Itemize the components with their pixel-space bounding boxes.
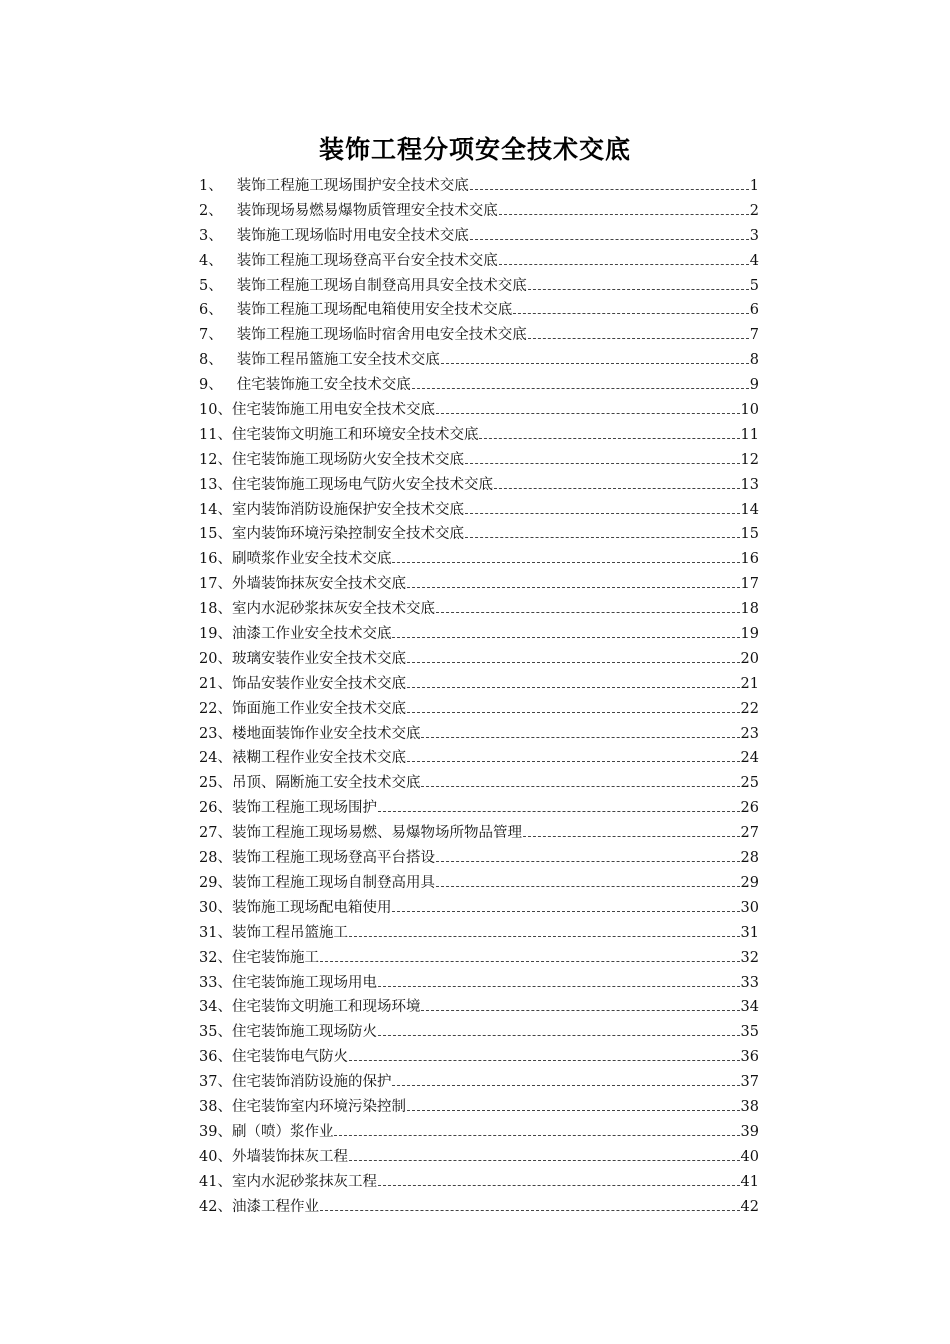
toc-entry-number: 15、 xyxy=(199,526,232,543)
toc-entry-title: 装饰工程吊篮施工 xyxy=(231,924,348,941)
toc-entry-number: 2、 xyxy=(199,202,223,219)
toc-entry-number: 9、 xyxy=(199,377,223,394)
toc-entry[interactable] xyxy=(199,448,759,473)
toc-dot-leader xyxy=(465,513,740,514)
toc-entry-number: 16、 xyxy=(199,551,232,568)
toc-entry[interactable] xyxy=(199,224,759,249)
toc-dot-leader xyxy=(378,811,740,812)
toc-entry[interactable] xyxy=(199,647,759,672)
toc-entry-number: 42、 xyxy=(199,1198,232,1215)
toc-entry[interactable] xyxy=(199,896,759,921)
toc-dot-leader xyxy=(349,1060,740,1061)
toc-entry-page-number: 42 xyxy=(740,1198,759,1215)
toc-entry-number: 20、 xyxy=(199,650,232,667)
toc-entry-page-number: 10 xyxy=(740,402,759,419)
toc-entry[interactable] xyxy=(199,771,759,796)
toc-entry-page-number: 3 xyxy=(749,227,759,244)
toc-entry-title: 玻璃安装作业安全技术交底 xyxy=(231,650,406,667)
toc-entry-number: 29、 xyxy=(199,874,232,891)
toc-entry-page-number: 19 xyxy=(740,626,759,643)
toc-dot-leader xyxy=(407,712,740,713)
toc-entry[interactable] xyxy=(199,1120,759,1145)
toc-entry-title: 刷喷浆作业安全技术交底 xyxy=(231,551,392,568)
toc-dot-leader xyxy=(470,239,749,240)
toc-entry-title: 外墙装饰抹灰工程 xyxy=(231,1148,348,1165)
toc-entry-title: 住宅装饰施工现场电气防火安全技术交底 xyxy=(231,476,493,493)
toc-entry-title: 装饰工程施工现场易燃、易爆物场所物品管理 xyxy=(231,825,522,842)
toc-entry-page-number: 1 xyxy=(749,178,759,194)
toc-entry[interactable] xyxy=(199,298,759,323)
toc-dot-leader xyxy=(465,463,740,464)
toc-dot-leader xyxy=(421,786,739,787)
toc-dot-leader xyxy=(392,562,739,563)
toc-entry-number: 27、 xyxy=(199,825,232,842)
toc-entry[interactable] xyxy=(199,373,759,398)
toc-entry-title: 住宅装饰施工 xyxy=(231,949,319,966)
toc-dot-leader xyxy=(470,189,749,190)
toc-entry-title: 住宅装饰施工安全技术交底 xyxy=(236,377,411,394)
toc-entry-title: 装饰工程施工现场围护安全技术交底 xyxy=(236,178,469,194)
toc-dot-leader xyxy=(320,961,740,962)
table-of-contents xyxy=(199,174,759,1219)
toc-entry-page-number: 21 xyxy=(740,675,759,692)
toc-entry-page-number: 37 xyxy=(740,1074,759,1091)
toc-entry-number: 4、 xyxy=(199,252,223,269)
toc-entry-number: 13、 xyxy=(199,476,232,493)
toc-entry[interactable] xyxy=(199,1170,759,1195)
toc-entry-title: 装饰工程施工现场临时宿舍用电安全技术交底 xyxy=(236,327,527,344)
toc-entry-title: 室内装饰环境污染控制安全技术交底 xyxy=(231,526,464,543)
toc-entry[interactable] xyxy=(199,274,759,299)
toc-entry-number: 5、 xyxy=(199,277,223,294)
toc-entry-page-number: 36 xyxy=(740,1049,759,1066)
toc-entry-number: 37、 xyxy=(199,1074,232,1091)
toc-dot-leader xyxy=(436,886,740,887)
toc-entry-title: 楼地面装饰作业安全技术交底 xyxy=(231,725,421,742)
toc-dot-leader xyxy=(392,1085,739,1086)
toc-entry-number: 28、 xyxy=(199,850,232,867)
toc-entry-page-number: 40 xyxy=(740,1148,759,1165)
toc-entry-page-number: 20 xyxy=(740,650,759,667)
toc-entry-number: 12、 xyxy=(199,451,232,468)
toc-dot-leader xyxy=(523,836,740,837)
toc-entry-page-number: 31 xyxy=(740,924,759,941)
toc-entry[interactable] xyxy=(199,622,759,647)
toc-entry-page-number: 34 xyxy=(740,999,759,1016)
toc-dot-leader xyxy=(436,413,740,414)
toc-entry[interactable] xyxy=(199,697,759,722)
toc-dot-leader xyxy=(513,313,749,314)
toc-entry-number: 32、 xyxy=(199,949,232,966)
toc-entry[interactable] xyxy=(199,473,759,498)
toc-entry[interactable] xyxy=(199,1195,759,1220)
toc-entry-title: 外墙装饰抹灰安全技术交底 xyxy=(231,576,406,593)
toc-entry[interactable] xyxy=(199,871,759,896)
toc-entry-title: 装饰现场易燃易爆物质管理安全技术交底 xyxy=(236,202,498,219)
toc-entry-number: 26、 xyxy=(199,800,232,817)
toc-entry-number: 38、 xyxy=(199,1098,232,1115)
toc-entry[interactable] xyxy=(199,846,759,871)
toc-entry-page-number: 25 xyxy=(740,775,759,792)
toc-entry[interactable] xyxy=(199,722,759,747)
toc-entry-title: 吊顶、隔断施工安全技术交底 xyxy=(231,775,421,792)
toc-entry-number: 19、 xyxy=(199,626,232,643)
toc-entry-title: 装饰施工现场临时用电安全技术交底 xyxy=(236,227,469,244)
toc-entry-number: 18、 xyxy=(199,601,232,618)
toc-dot-leader xyxy=(421,1010,739,1011)
toc-entry-page-number: 24 xyxy=(740,750,759,767)
toc-dot-leader xyxy=(392,637,739,638)
toc-entry-page-number: 9 xyxy=(749,377,759,394)
toc-entry-title: 油漆工作业安全技术交底 xyxy=(231,626,392,643)
toc-entry-number: 34、 xyxy=(199,999,232,1016)
toc-entry-page-number: 22 xyxy=(740,700,759,717)
toc-entry-title: 装饰工程施工现场围护 xyxy=(231,800,377,817)
toc-entry-page-number: 29 xyxy=(740,874,759,891)
toc-entry[interactable] xyxy=(199,1070,759,1095)
toc-dot-leader xyxy=(479,438,739,439)
toc-entry-number: 10、 xyxy=(199,402,232,419)
toc-entry-page-number: 28 xyxy=(740,850,759,867)
toc-entry-title: 住宅装饰施工现场用电 xyxy=(231,974,377,991)
toc-entry-title: 装饰工程施工现场自制登高用具安全技术交底 xyxy=(236,277,527,294)
toc-dot-leader xyxy=(407,687,740,688)
toc-entry[interactable] xyxy=(199,323,759,348)
toc-entry-title: 裱糊工程作业安全技术交底 xyxy=(231,750,406,767)
toc-entry-title: 住宅装饰文明施工和环境安全技术交底 xyxy=(231,426,479,443)
toc-entry-page-number: 32 xyxy=(740,949,759,966)
toc-entry-title: 住宅装饰室内环境污染控制 xyxy=(231,1098,406,1115)
toc-entry-page-number: 38 xyxy=(740,1098,759,1115)
toc-entry-page-number: 6 xyxy=(749,302,759,319)
toc-dot-leader xyxy=(528,289,749,290)
toc-entry-title: 饰面施工作业安全技术交底 xyxy=(231,700,406,717)
toc-entry-number: 31、 xyxy=(199,924,232,941)
toc-entry-number: 41、 xyxy=(199,1173,232,1190)
toc-entry[interactable] xyxy=(199,971,759,996)
toc-entry[interactable] xyxy=(199,995,759,1020)
toc-entry-number: 35、 xyxy=(199,1024,232,1041)
toc-entry-title: 住宅装饰施工用电安全技术交底 xyxy=(231,402,435,419)
toc-dot-leader xyxy=(407,587,740,588)
toc-entry-title: 油漆工程作业 xyxy=(231,1198,319,1215)
toc-entry-title: 装饰工程施工现场登高平台搭设 xyxy=(231,850,435,867)
toc-entry-title: 住宅装饰文明施工和现场环境 xyxy=(231,999,421,1016)
toc-entry[interactable] xyxy=(199,597,759,622)
toc-entry-title: 装饰工程施工现场登高平台安全技术交底 xyxy=(236,252,498,269)
toc-entry-number: 6、 xyxy=(199,302,223,319)
toc-entry-title: 住宅装饰施工现场防火 xyxy=(231,1024,377,1041)
toc-entry-number: 23、 xyxy=(199,725,232,742)
toc-entry-number: 30、 xyxy=(199,899,232,916)
toc-entry-number: 40、 xyxy=(199,1148,232,1165)
toc-entry-page-number: 30 xyxy=(740,899,759,916)
toc-dot-leader xyxy=(494,488,740,489)
toc-entry[interactable] xyxy=(199,1145,759,1170)
toc-entry-number: 21、 xyxy=(199,675,232,692)
toc-entry-page-number: 11 xyxy=(740,426,759,443)
toc-entry[interactable] xyxy=(199,547,759,572)
toc-entry-page-number: 35 xyxy=(740,1024,759,1041)
toc-entry-number: 25、 xyxy=(199,775,232,792)
toc-dot-leader xyxy=(407,1110,740,1111)
toc-entry-title: 装饰工程施工现场配电箱使用安全技术交底 xyxy=(236,302,513,319)
toc-entry[interactable] xyxy=(199,398,759,423)
toc-entry-page-number: 14 xyxy=(740,501,759,518)
toc-entry-title: 住宅装饰电气防火 xyxy=(231,1049,348,1066)
toc-entry[interactable] xyxy=(199,821,759,846)
toc-entry-page-number: 33 xyxy=(740,974,759,991)
toc-dot-leader xyxy=(499,214,749,215)
toc-entry[interactable] xyxy=(199,921,759,946)
toc-entry-page-number: 17 xyxy=(740,576,759,593)
toc-entry-number: 8、 xyxy=(199,352,223,369)
toc-entry[interactable] xyxy=(199,1095,759,1120)
toc-dot-leader xyxy=(436,612,740,613)
toc-dot-leader xyxy=(378,1035,740,1036)
toc-entry-title: 住宅装饰施工现场防火安全技术交底 xyxy=(231,451,464,468)
toc-entry-title: 装饰施工现场配电箱使用 xyxy=(231,899,392,916)
toc-entry[interactable] xyxy=(199,199,759,224)
toc-entry-title: 装饰工程吊篮施工安全技术交底 xyxy=(236,352,440,369)
toc-entry-number: 39、 xyxy=(199,1123,232,1140)
toc-entry[interactable] xyxy=(199,746,759,771)
toc-entry[interactable] xyxy=(199,672,759,697)
toc-entry-page-number: 7 xyxy=(749,327,759,344)
toc-entry[interactable] xyxy=(199,348,759,373)
toc-entry-page-number: 13 xyxy=(740,476,759,493)
toc-entry-number: 11、 xyxy=(199,426,232,443)
toc-entry-title: 室内水泥砂浆抹灰安全技术交底 xyxy=(231,601,435,618)
toc-entry-page-number: 15 xyxy=(740,526,759,543)
toc-dot-leader xyxy=(378,986,740,987)
toc-entry-number: 24、 xyxy=(199,750,232,767)
toc-entry[interactable] xyxy=(199,1020,759,1045)
toc-entry[interactable] xyxy=(199,572,759,597)
toc-dot-leader xyxy=(320,1210,740,1211)
toc-entry-number: 17、 xyxy=(199,576,232,593)
toc-entry-title: 住宅装饰消防设施的保护 xyxy=(231,1074,392,1091)
toc-entry-number: 7、 xyxy=(199,327,223,344)
toc-entry[interactable] xyxy=(199,796,759,821)
toc-entry-page-number: 39 xyxy=(740,1123,759,1140)
toc-entry-page-number: 23 xyxy=(740,725,759,742)
toc-entry-page-number: 2 xyxy=(749,202,759,219)
toc-entry[interactable] xyxy=(199,423,759,448)
toc-dot-leader xyxy=(407,662,740,663)
toc-entry-title: 装饰工程施工现场自制登高用具 xyxy=(231,874,435,891)
toc-dot-leader xyxy=(499,264,749,265)
toc-dot-leader xyxy=(465,537,740,538)
toc-entry[interactable] xyxy=(199,174,759,199)
page-title: 装饰工程分项安全技术交底 xyxy=(318,135,631,164)
toc-entry-page-number: 26 xyxy=(740,800,759,817)
toc-dot-leader xyxy=(421,737,739,738)
toc-entry[interactable] xyxy=(199,522,759,547)
toc-entry-number: 3、 xyxy=(199,227,223,244)
toc-entry-page-number: 4 xyxy=(749,252,759,269)
toc-entry-page-number: 27 xyxy=(740,825,759,842)
toc-dot-leader xyxy=(349,1160,740,1161)
toc-dot-leader xyxy=(436,861,740,862)
toc-entry-page-number: 12 xyxy=(740,451,759,468)
toc-entry-page-number: 5 xyxy=(749,277,759,294)
toc-entry[interactable] xyxy=(199,946,759,971)
toc-entry[interactable] xyxy=(199,498,759,523)
toc-dot-leader xyxy=(528,338,749,339)
toc-entry-number: 22、 xyxy=(199,700,232,717)
toc-entry[interactable] xyxy=(199,1045,759,1070)
toc-entry-number: 1、 xyxy=(199,178,223,194)
toc-dot-leader xyxy=(349,936,740,937)
toc-entry-title: 饰品安装作业安全技术交底 xyxy=(231,675,406,692)
toc-entry-number: 33、 xyxy=(199,974,232,991)
toc-entry-number: 14、 xyxy=(199,501,232,518)
toc-entry-page-number: 18 xyxy=(740,601,759,618)
toc-entry-page-number: 8 xyxy=(749,352,759,369)
toc-entry-title: 室内水泥砂浆抹灰工程 xyxy=(231,1173,377,1190)
toc-dot-leader xyxy=(441,363,749,364)
toc-dot-leader xyxy=(412,388,749,389)
toc-dot-leader xyxy=(378,1185,740,1186)
toc-entry[interactable] xyxy=(199,249,759,274)
toc-entry-page-number: 16 xyxy=(740,551,759,568)
toc-entry-page-number: 41 xyxy=(740,1173,759,1190)
toc-entry-number: 36、 xyxy=(199,1049,232,1066)
toc-dot-leader xyxy=(392,911,739,912)
toc-dot-leader xyxy=(407,761,740,762)
toc-entry-title: 刷（喷）浆作业 xyxy=(231,1123,334,1140)
toc-entry-title: 室内装饰消防设施保护安全技术交底 xyxy=(231,501,464,518)
toc-dot-leader xyxy=(334,1135,739,1136)
